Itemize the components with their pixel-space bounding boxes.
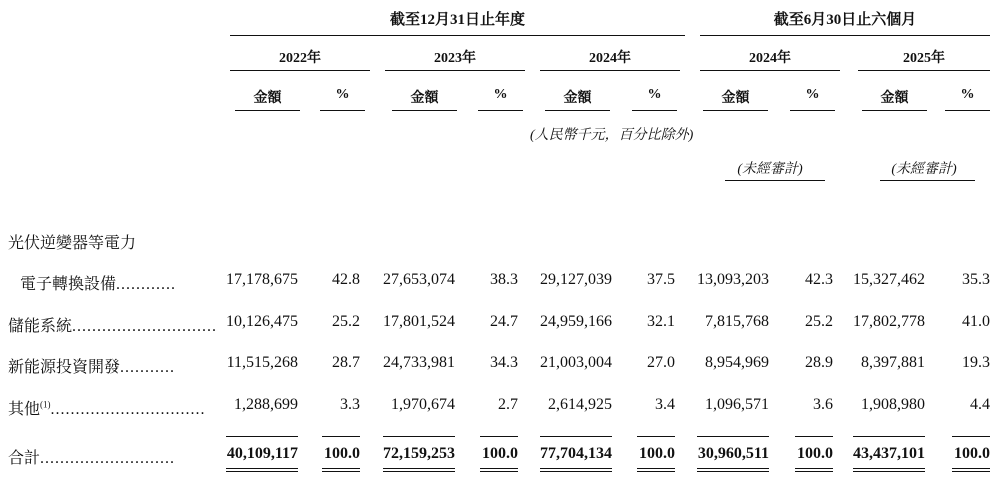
total-double-rule <box>637 471 675 472</box>
group1-rule <box>230 35 685 36</box>
col-rule <box>545 110 610 111</box>
total-amount-cell: 40,109,117 <box>226 445 298 462</box>
total-amount-cell: 43,437,101 <box>853 445 925 462</box>
percent-cell: 34.3 <box>490 354 518 371</box>
pct-header: % <box>805 87 820 102</box>
percent-cell: 4.4 <box>970 396 990 413</box>
total-top-rule <box>480 436 518 437</box>
total-top-rule <box>637 436 675 437</box>
percent-cell: 27.0 <box>647 354 675 371</box>
amount-cell: 24,733,981 <box>383 354 455 371</box>
col-rule <box>320 110 365 111</box>
pct-header: % <box>493 87 508 102</box>
percent-cell: 35.3 <box>962 271 990 288</box>
year-header-2024: 2024年 <box>589 51 631 66</box>
total-double-rule <box>540 471 612 472</box>
total-double-rule <box>795 471 833 472</box>
year-header-2024-h1: 2024年 <box>749 51 791 66</box>
amount-cell: 27,653,074 <box>383 271 455 288</box>
total-double-rule <box>853 468 925 469</box>
group-header-year: 截至12月31日止年度 <box>389 12 525 28</box>
percent-cell: 2.7 <box>498 396 518 413</box>
total-amount-cell: 77,704,134 <box>540 445 612 462</box>
percent-cell: 19.3 <box>962 354 990 371</box>
total-percent-cell: 100.0 <box>954 445 990 462</box>
total-double-rule <box>226 468 298 469</box>
year-header-2025-h1: 2025年 <box>903 51 945 66</box>
total-double-rule <box>322 471 360 472</box>
row-label-line1: 光伏逆變器等電力 <box>8 235 137 252</box>
total-amount-cell: 72,159,253 <box>383 445 455 462</box>
percent-cell: 42.3 <box>805 271 833 288</box>
total-double-rule <box>697 468 769 469</box>
total-double-rule <box>322 468 360 469</box>
amount-header: 金額 <box>253 91 282 106</box>
row-label-others: 其他$^{(1)}$............................... <box>8 399 206 418</box>
amount-header: 金額 <box>880 91 909 106</box>
amount-cell: 13,093,203 <box>697 271 769 288</box>
amount-cell: 15,327,462 <box>853 271 925 288</box>
amount-cell: 1,288,699 <box>234 396 298 413</box>
col-rule <box>945 110 990 111</box>
percent-cell: 3.6 <box>813 396 833 413</box>
percent-cell: 28.9 <box>805 354 833 371</box>
amount-header: 金額 <box>563 91 592 106</box>
amount-cell: 8,954,969 <box>705 354 769 371</box>
percent-cell: 28.7 <box>332 354 360 371</box>
percent-cell: 32.1 <box>647 313 675 330</box>
col-rule <box>862 110 927 111</box>
col-rule <box>632 110 677 111</box>
row-label-new-energy: 新能源投資開發........... <box>8 359 176 376</box>
total-top-rule <box>540 436 612 437</box>
col-rule <box>392 110 457 111</box>
total-percent-cell: 100.0 <box>324 445 360 462</box>
percent-cell: 3.3 <box>340 396 360 413</box>
row-label-total: 合計........................... <box>8 450 176 467</box>
note-rule <box>725 180 825 181</box>
total-top-rule <box>322 436 360 437</box>
year-rule-2023 <box>385 70 525 71</box>
percent-cell: 25.2 <box>805 313 833 330</box>
percent-cell: 3.4 <box>655 396 675 413</box>
unit-note: (人民幣千元，百分比除外) <box>530 128 694 143</box>
percent-cell: 42.8 <box>332 271 360 288</box>
pct-header: % <box>647 87 662 102</box>
group-header-six-months: 截至6月30日止六個月 <box>773 12 917 28</box>
percent-cell: 38.3 <box>490 271 518 288</box>
amount-cell: 1,970,674 <box>391 396 455 413</box>
total-amount-cell: 30,960,511 <box>697 445 769 462</box>
total-double-rule <box>952 471 990 472</box>
total-percent-cell: 100.0 <box>797 445 833 462</box>
total-double-rule <box>795 468 833 469</box>
col-rule <box>235 110 300 111</box>
total-percent-cell: 100.0 <box>482 445 518 462</box>
group2-rule <box>700 35 990 36</box>
amount-header: 金額 <box>721 91 750 106</box>
row-label-power-electronics: 電子轉換設備............ <box>20 276 177 293</box>
year-rule-2022 <box>230 70 370 71</box>
year-rule-2024 <box>540 70 680 71</box>
amount-cell: 17,802,778 <box>853 313 925 330</box>
col-rule <box>703 110 768 111</box>
amount-cell: 21,003,004 <box>540 354 612 371</box>
col-rule <box>790 110 835 111</box>
pct-header: % <box>960 87 975 102</box>
total-double-rule <box>697 471 769 472</box>
amount-header: 金額 <box>410 91 439 106</box>
pct-header: % <box>335 87 350 102</box>
row-label-storage: 儲能系統............................. <box>8 318 218 335</box>
total-double-rule <box>226 471 298 472</box>
amount-cell: 17,178,675 <box>226 271 298 288</box>
total-top-rule <box>853 436 925 437</box>
year-header-2023: 2023年 <box>434 51 476 66</box>
total-top-rule <box>952 436 990 437</box>
total-top-rule <box>697 436 769 437</box>
amount-cell: 2,614,925 <box>548 396 612 413</box>
amount-cell: 8,397,881 <box>861 354 925 371</box>
percent-cell: 24.7 <box>490 313 518 330</box>
amount-cell: 17,801,524 <box>383 313 455 330</box>
amount-cell: 24,959,166 <box>540 313 612 330</box>
total-top-rule <box>795 436 833 437</box>
total-top-rule <box>383 436 455 437</box>
percent-cell: 41.0 <box>962 313 990 330</box>
total-percent-cell: 100.0 <box>639 445 675 462</box>
year-rule-2025-h1 <box>858 70 990 71</box>
total-double-rule <box>637 468 675 469</box>
total-top-rule <box>226 436 298 437</box>
amount-cell: 11,515,268 <box>226 354 298 371</box>
total-double-rule <box>383 468 455 469</box>
amount-cell: 1,908,980 <box>861 396 925 413</box>
year-rule-2024-h1 <box>700 70 840 71</box>
total-double-rule <box>853 471 925 472</box>
amount-cell: 1,096,571 <box>705 396 769 413</box>
total-double-rule <box>952 468 990 469</box>
total-double-rule <box>480 471 518 472</box>
year-header-2022: 2022年 <box>279 51 321 66</box>
amount-cell: 10,126,475 <box>226 313 298 330</box>
col-rule <box>478 110 523 111</box>
note-rule <box>880 180 975 181</box>
percent-cell: 37.5 <box>647 271 675 288</box>
amount-cell: 29,127,039 <box>540 271 612 288</box>
amount-cell: 7,815,768 <box>705 313 769 330</box>
total-double-rule <box>480 468 518 469</box>
percent-cell: 25.2 <box>332 313 360 330</box>
total-double-rule <box>383 471 455 472</box>
unaudited-note: (未經審計) <box>737 162 803 177</box>
unaudited-note: (未經審計) <box>891 162 957 177</box>
total-double-rule <box>540 468 612 469</box>
